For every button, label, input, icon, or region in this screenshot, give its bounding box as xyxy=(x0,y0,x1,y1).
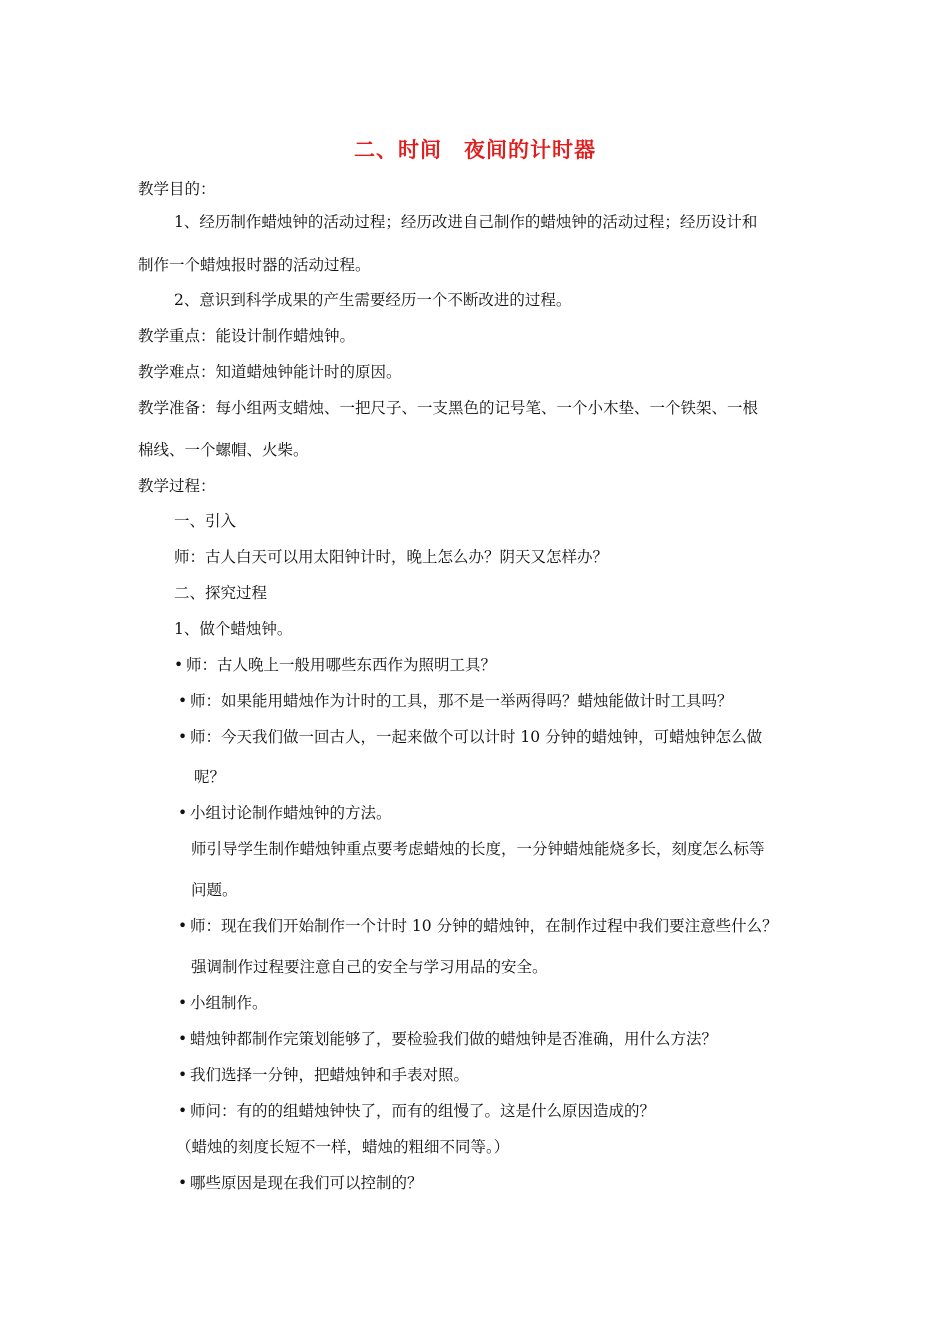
paragraph: 教学准备：每小组两支蜡烛、一把尺子、一支黑色的记号笔、一个小木垫、一个铁架、一根 xyxy=(138,399,759,417)
bullet-item: • 小组制作。 xyxy=(178,994,268,1012)
paragraph: 一、引入 xyxy=(174,512,237,530)
document-title: 二、时间 夜间的计时器 xyxy=(354,137,596,162)
bullet-icon: • xyxy=(178,728,188,746)
bullet-item: • 小组讨论制作蜡烛钟的方法。 xyxy=(178,804,392,822)
bullet-icon: • xyxy=(178,1066,188,1084)
paragraph: 教学重点：能设计制作蜡烛钟。 xyxy=(138,327,356,345)
bullet-item: • 师：现在我们开始制作一个计时 10 分钟的蜡烛钟，在制作过程中我们要注意些什么？ xyxy=(178,917,778,935)
paragraph: 师：古人白天可以用太阳钟计时，晚上怎么办？阴天又怎样办？ xyxy=(174,548,609,566)
paragraph: 1、经历制作蜡烛钟的活动过程；经历改进自己制作的蜡烛钟的活动过程；经历设计和 xyxy=(174,213,758,231)
bullet-item: • 师：古人晚上一般用哪些东西作为照明工具？ xyxy=(174,656,497,674)
bullet-icon: • xyxy=(174,656,184,674)
bullet-item: • 师：如果能用蜡烛作为计时的工具，那不是一举两得吗？蜡烛能做计时工具吗？ xyxy=(178,692,733,710)
paragraph: 1、做个蜡烛钟。 xyxy=(174,620,293,638)
paragraph: 2、意识到科学成果的产生需要经历一个不断改进的过程。 xyxy=(174,291,572,309)
bullet-item: • 哪些原因是现在我们可以控制的？ xyxy=(178,1174,423,1192)
bullet-item: • 师：今天我们做一回古人，一起来做个可以计时 10 分钟的蜡烛钟，可蜡烛钟怎么做 xyxy=(178,728,763,746)
paragraph: 棉线、一个螺帽、火柴。 xyxy=(138,441,309,459)
bullet-item: • 我们选择一分钟，把蜡烛钟和手表对照。 xyxy=(178,1066,470,1084)
bullet-icon: • xyxy=(178,1102,188,1120)
bullet-icon: • xyxy=(178,692,188,710)
paragraph: 呢？ xyxy=(194,768,226,786)
bullet-item: • 师问：有的的组蜡烛钟快了，而有的组慢了。这是什么原因造成的？ xyxy=(178,1102,656,1120)
bullet-icon: • xyxy=(178,917,188,935)
paragraph: 教学目的： xyxy=(138,180,216,198)
bullet-item: • 蜡烛钟都制作完策划能够了，要检验我们做的蜡烛钟是否准确，用什么方法？ xyxy=(178,1030,718,1048)
paragraph: 强调制作过程要注意自己的安全与学习用品的安全。 xyxy=(191,958,548,976)
paragraph: 师引导学生制作蜡烛钟重点要考虑蜡烛的长度，一分钟蜡烛能烧多长，刻度怎么标等 xyxy=(191,840,765,858)
paragraph: 制作一个蜡烛报时器的活动过程。 xyxy=(138,256,371,274)
paragraph: （蜡烛的刻度长短不一样，蜡烛的粗细不同等。） xyxy=(176,1138,510,1156)
bullet-icon: • xyxy=(178,994,188,1012)
bullet-icon: • xyxy=(178,804,188,822)
paragraph: 教学难点：知道蜡烛钟能计时的原因。 xyxy=(138,363,402,381)
paragraph: 二、探究过程 xyxy=(174,584,268,602)
bullet-icon: • xyxy=(178,1174,188,1192)
paragraph: 教学过程： xyxy=(138,477,216,495)
paragraph: 问题。 xyxy=(191,881,238,899)
bullet-icon: • xyxy=(178,1030,188,1048)
